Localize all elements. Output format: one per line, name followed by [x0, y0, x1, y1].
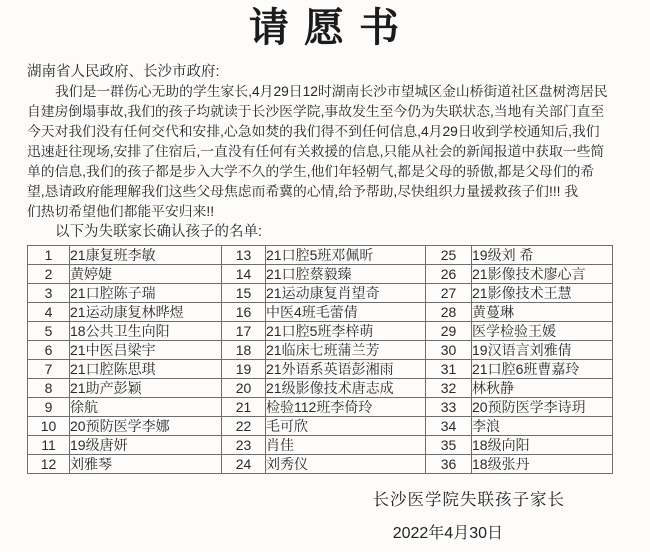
roster-number-cell: 26 — [426, 265, 472, 284]
roster-name-cell: 18公共卫生向阳 — [70, 322, 222, 341]
roster-number-cell: 29 — [426, 322, 472, 341]
roster-name-cell: 18级向阳 — [472, 436, 613, 455]
salutation-line: 湖南省人民政府、长沙市政府: — [27, 64, 220, 80]
roster-name-cell: 20预防医学李诗玥 — [472, 398, 613, 417]
roster-name-cell: 21康复班李敏 — [70, 246, 222, 265]
roster-number-cell: 33 — [426, 398, 472, 417]
roster-row — [28, 265, 613, 284]
roster-name-cell: 刘秀仪 — [266, 455, 426, 474]
roster-intro: 以下为失联家长确认孩子的名单: — [55, 224, 263, 240]
roster-number-cell: 4 — [28, 303, 70, 322]
roster-row — [28, 455, 613, 474]
roster-name-cell: 21助产彭颖 — [70, 379, 222, 398]
body-line: 自建房倒塌事故,我们的孩子均就读于长沙医学院,事故发生至今仍为失联状态,当地有关部门直至 — [27, 104, 605, 119]
roster-number-cell: 3 — [28, 284, 70, 303]
body-paragraph — [27, 82, 623, 222]
roster-number-cell: 21 — [222, 398, 266, 417]
roster-name-cell: 林秋静 — [472, 379, 613, 398]
roster-name-cell: 21口腔陈思琪 — [70, 360, 222, 379]
roster-row — [28, 379, 613, 398]
roster-number-cell: 24 — [222, 455, 266, 474]
roster-name-cell: 黄婷婕 — [70, 265, 222, 284]
roster-number-cell: 6 — [28, 341, 70, 360]
roster-number-cell: 35 — [426, 436, 472, 455]
roster-number-cell: 27 — [426, 284, 472, 303]
roster-number-cell: 28 — [426, 303, 472, 322]
roster-name-cell: 检验112班李倚玲 — [266, 398, 426, 417]
roster-number-cell: 17 — [222, 322, 266, 341]
roster-row — [28, 398, 613, 417]
roster-name-cell: 21口腔6班曹嘉玲 — [472, 360, 613, 379]
roster-name-cell: 21口腔陈子瑞 — [70, 284, 222, 303]
roster-number-cell: 1 — [28, 246, 70, 265]
roster-name-cell: 21临床七班蒲兰芳 — [266, 341, 426, 360]
roster-row — [28, 436, 613, 455]
roster-row — [28, 417, 613, 436]
roster-number-cell: 12 — [28, 455, 70, 474]
document-body — [0, 52, 650, 544]
roster-number-cell: 18 — [222, 341, 266, 360]
roster-name-cell: 刘雅琴 — [70, 455, 222, 474]
roster-number-cell: 20 — [222, 379, 266, 398]
roster-row — [28, 246, 613, 265]
roster-name-cell: 21运动康复肖望奇 — [266, 284, 426, 303]
roster-name-cell: 中医4班毛蕾倩 — [266, 303, 426, 322]
roster-number-cell: 15 — [222, 284, 266, 303]
roster-row — [28, 303, 613, 322]
roster-number-cell: 23 — [222, 436, 266, 455]
roster-number-cell: 34 — [426, 417, 472, 436]
roster-number-cell: 2 — [28, 265, 70, 284]
roster-name-cell: 21影像技术王慧 — [472, 284, 613, 303]
roster-name-cell: 21口腔5班李梓萌 — [266, 322, 426, 341]
roster-number-cell: 22 — [222, 417, 266, 436]
roster-number-cell: 8 — [28, 379, 70, 398]
body-line: 望,恳请政府能理解我们这些父母焦虑而希冀的心情,给予帮助,尽快组织力量援救孩子们!!! 我 — [27, 184, 579, 199]
roster-name-cell: 医学检验王媛 — [472, 322, 613, 341]
roster-number-cell: 31 — [426, 360, 472, 379]
roster-name-cell: 21影像技术廖心言 — [472, 265, 613, 284]
body-line: 迅速赶往现场,安排了住宿后,一直没有任何有关救援的信息,只能从社会的新闻报道中获取一些简 — [27, 144, 605, 159]
date-line: 2022年4月30日 — [392, 525, 503, 542]
roster-row — [28, 341, 613, 360]
roster-name-cell: 21外语系英语彭湘雨 — [266, 360, 426, 379]
roster-number-cell: 7 — [28, 360, 70, 379]
roster-number-cell: 11 — [28, 436, 70, 455]
body-line: 们热切希望他们都能平安归来!! — [27, 204, 215, 219]
roster-number-cell: 10 — [28, 417, 70, 436]
document-title: 请 愿 书 — [248, 6, 402, 50]
roster-name-cell: 20预防医学李娜 — [70, 417, 222, 436]
roster-row — [28, 284, 613, 303]
roster-row — [28, 360, 613, 379]
roster-name-cell: 21中医吕梁宇 — [70, 341, 222, 360]
roster-table — [27, 245, 613, 474]
roster-name-cell: 21级影像技术唐志成 — [266, 379, 426, 398]
roster-number-cell: 14 — [222, 265, 266, 284]
roster-name-cell: 18级张丹 — [472, 455, 613, 474]
roster-name-cell: 21口腔5班邓佩昕 — [266, 246, 426, 265]
roster-row — [28, 322, 613, 341]
roster-number-cell: 25 — [426, 246, 472, 265]
roster-number-cell: 16 — [222, 303, 266, 322]
signature-line: 长沙医学院失联孩子家长 — [372, 491, 565, 509]
roster-number-cell: 9 — [28, 398, 70, 417]
roster-name-cell: 21运动康复林晔煜 — [70, 303, 222, 322]
roster-number-cell: 13 — [222, 246, 266, 265]
roster-number-cell: 30 — [426, 341, 472, 360]
roster-name-cell: 李浪 — [472, 417, 613, 436]
roster-number-cell: 19 — [222, 360, 266, 379]
roster-name-cell: 19级唐妍 — [70, 436, 222, 455]
roster-table-body — [28, 246, 613, 474]
body-line: 今天对我们没有任何交代和安排,心急如焚的我们得不到任何信息,4月29日收到学校通知后,我们 — [27, 124, 600, 139]
body-line: 单的信息,我们的孩子都是步入大学不久的学生,他们年轻朝气,都是父母的骄傲,都是父母们的希 — [27, 164, 595, 179]
roster-name-cell: 黄蔓琳 — [472, 303, 613, 322]
roster-name-cell: 19级刘 希 — [472, 246, 613, 265]
roster-number-cell: 32 — [426, 379, 472, 398]
roster-name-cell: 毛可欣 — [266, 417, 426, 436]
body-line: 我们是一群伤心无助的学生家长,4月29日12时湖南长沙市望城区金山桥街道社区盘树湾居民 — [55, 84, 608, 99]
roster-name-cell: 徐航 — [70, 398, 222, 417]
roster-number-cell: 5 — [28, 322, 70, 341]
roster-name-cell: 21口腔蔡毅臻 — [266, 265, 426, 284]
roster-name-cell: 肖佳 — [266, 436, 426, 455]
roster-number-cell: 36 — [426, 455, 472, 474]
roster-name-cell: 19汉语言刘雅倩 — [472, 341, 613, 360]
